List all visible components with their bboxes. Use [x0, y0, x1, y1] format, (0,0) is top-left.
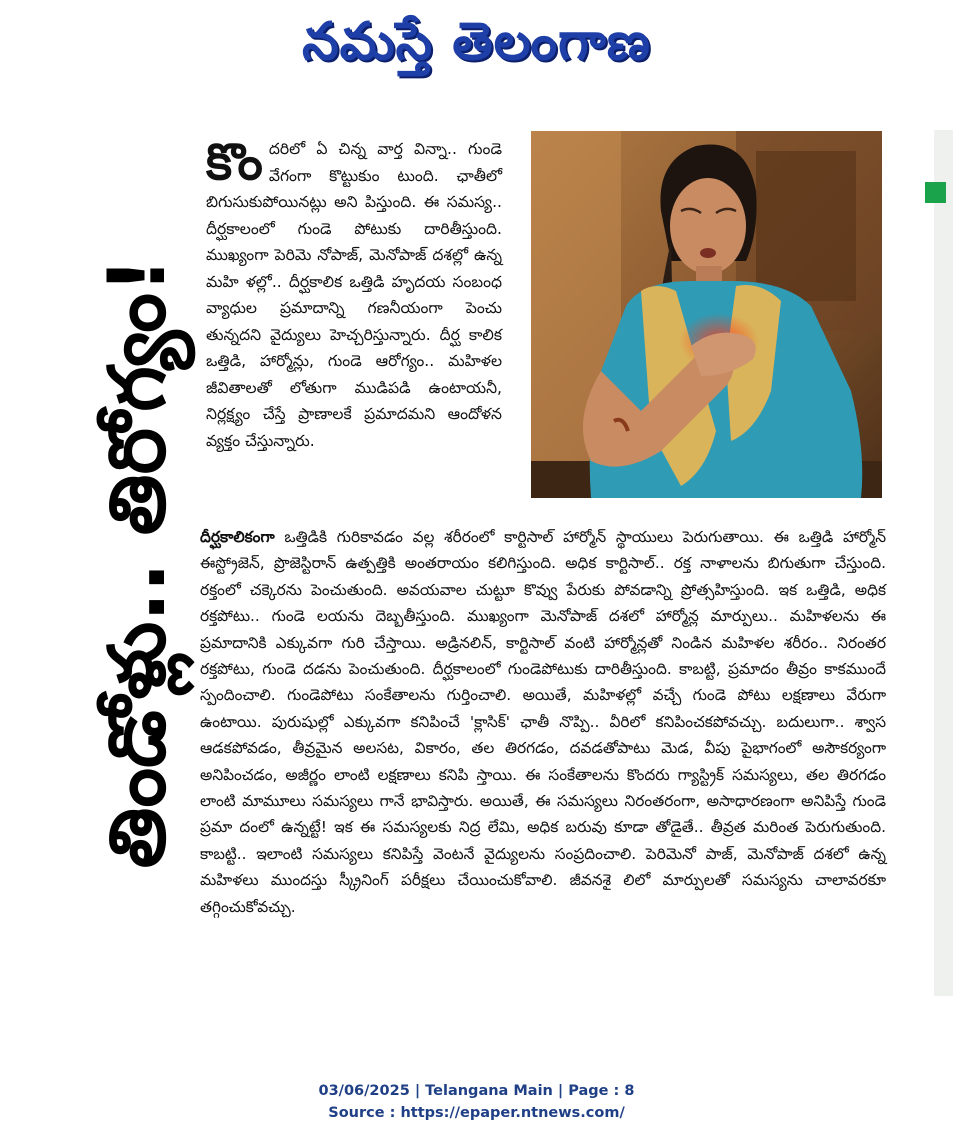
intro-text: దరిలో ఏ చిన్న వార్త విన్నా.. గుండె వేగంగా కొట్టుకుం టుంది. ఛాతీలో బిగుసుకుపోయినట్లు అని పిస్తుంది. ఈ సమస్య.. దీర్ఘకాలంలో గుండె పోటుకు దారితీస్తుంది. ముఖ్యంగా పెరిమె నోపాజ్, మెనోపాజ్ దశల్లో ఉన్న మహి ళల్లో.. దీర్ఘకాలిక ఒత్తిడి హృదయ సంబంధ వ్యాధుల ప్రమాదాన్ని గణనీయంగా పెంచు తున్నదని వైద్యులు హెచ్చరిస్తున్నారు. దీర్ఘ కాలిక ఒత్తిడి, హార్మోన్లు, గుండె ఆరోగ్యం.. మహిళల జీవితాలతో లోతుగా ముడిపడి ఉంటాయనీ, నిర్లక్ష్యం చేస్తే ప్రాణాలకే ప్రమాదమని ఆందోళన వ్యక్తం చేస్తున్నారు.: [206, 140, 502, 450]
woman-chest-pain-illustration: [531, 131, 882, 498]
intro-paragraph: [206, 133, 502, 454]
footer-source-line: Source : https://epaper.ntnews.com/: [328, 1105, 625, 1121]
headline-text: తిండోళ్లు.. తిరోగ్యం!: [93, 257, 183, 869]
masthead-title: నమస్తే తెలంగాణ: [302, 12, 651, 72]
article-headline: [92, 128, 184, 998]
drop-cap: కొం: [206, 133, 263, 191]
body-text: ఒత్తిడికి గురికావడం వల్ల శరీరంలో కార్టిసాల్ హార్మోన్ స్థాయులు పెరుగుతాయి. ఈ ఒత్తిడి హార్మోన్ ఈస్ట్రోజెన్, ప్రొజెస్టిరాన్ ఉత్పత్తికి అంతరాయం కలిగిస్తుంది. అధిక కార్టిసాల్.. రక్త నాళాలను బిగుతుగా చేస్తుంది. రక్తంలో చక్కెరను పెంచుతుంది. అవయవాల చుట్టూ కొవ్వు పేరుకు పోవడాన్ని ప్రోత్సహిస్తుంది. ఇక ఒత్తిడి, అధిక రక్తపోటు.. గుండె లయను దెబ్బతీస్తుంది. ముఖ్యంగా మెనోపాజ్ దశలో హార్మోన్ల మార్పులు.. మహిళలను ఈ ప్రమాదానికి ఎక్కువగా గురి చేస్తాయి. అడ్రినలిన్, కార్టిసాల్ వంటి హార్మోన్లతో నిండిన మహిళల శరీరం.. నిరంతర రక్తపోటు, గుండె దడను పెంచుతుంది. దీర్ఘకాలంలో గుండెపోటుకు దారితీస్తుంది. కాబట్టి, ప్రమాదం తీవ్రం కాకముందే స్పందించాలి. గుండెపోటు సంకేతాలను గుర్తించాలి. అయితే, మహిళల్లో వచ్చే గుండె పోటు లక్షణాలు వేరుగా ఉంటాయి. పురుషుల్లో ఎక్కువగా కనిపించే 'క్లాసిక్' ఛాతీ నొప్పి.. వీరిలో కనిపించకపోవచ్చు. బదులుగా.. శ్వాస ఆడకపోవడం, తీవ్రమైన అలసట, వికారం, తల తిరగడం, దవడతోపాటు మెడ, వీపు పైభాగంలో అసౌకర్యంగా అనిపించడం, అజీర్ణం లాంటి లక్షణాలు కనిపి స్తాయి. ఈ సంకేతాలను కొందరు గ్యాస్ట్రిక్ సమస్యలు, తల తిరగడం లాంటి మామూలు సమస్యలు గానే భావిస్తారు. అయితే, ఈ సమస్యలు నిరంతరంగా, అసాధారణంగా అనిపిస్తే గుండె ప్రమా దంలో ఉన్నట్టే! ఇక ఈ సమస్యలకు నిద్ర లేమి, అధిక బరువు కూడా తోడైతే.. తీవ్రత మరింత పెరుగుతుంది. కాబట్టి.. ఇలాంటి సమస్యలు కనిపిస్తే వెంటనే వైద్యులను సంప్రదించాలి. పెరిమెనో పాజ్, మెనోపాజ్ దశలో ఉన్న మహిళలు ముందస్తు స్క్రీనింగ్ పరీక్షలు చేయించుకోవాలి. జీవనశై లిలో మార్పులతో సమస్యను చాలావరకూ తగ్గించుకోవచ్చు.: [200, 528, 886, 916]
masthead: [0, 0, 953, 88]
article-photo: [531, 131, 882, 498]
footer-date-line: 03/06/2025 | Telangana Main | Page : 8: [318, 1083, 635, 1099]
body-paragraph: [200, 524, 886, 920]
footer: [0, 1080, 953, 1124]
page-marker-square: [925, 182, 946, 203]
page-side-scrollbar: [934, 130, 953, 996]
body-lead-word: దీర్ఘకాలికంగా: [200, 528, 275, 546]
